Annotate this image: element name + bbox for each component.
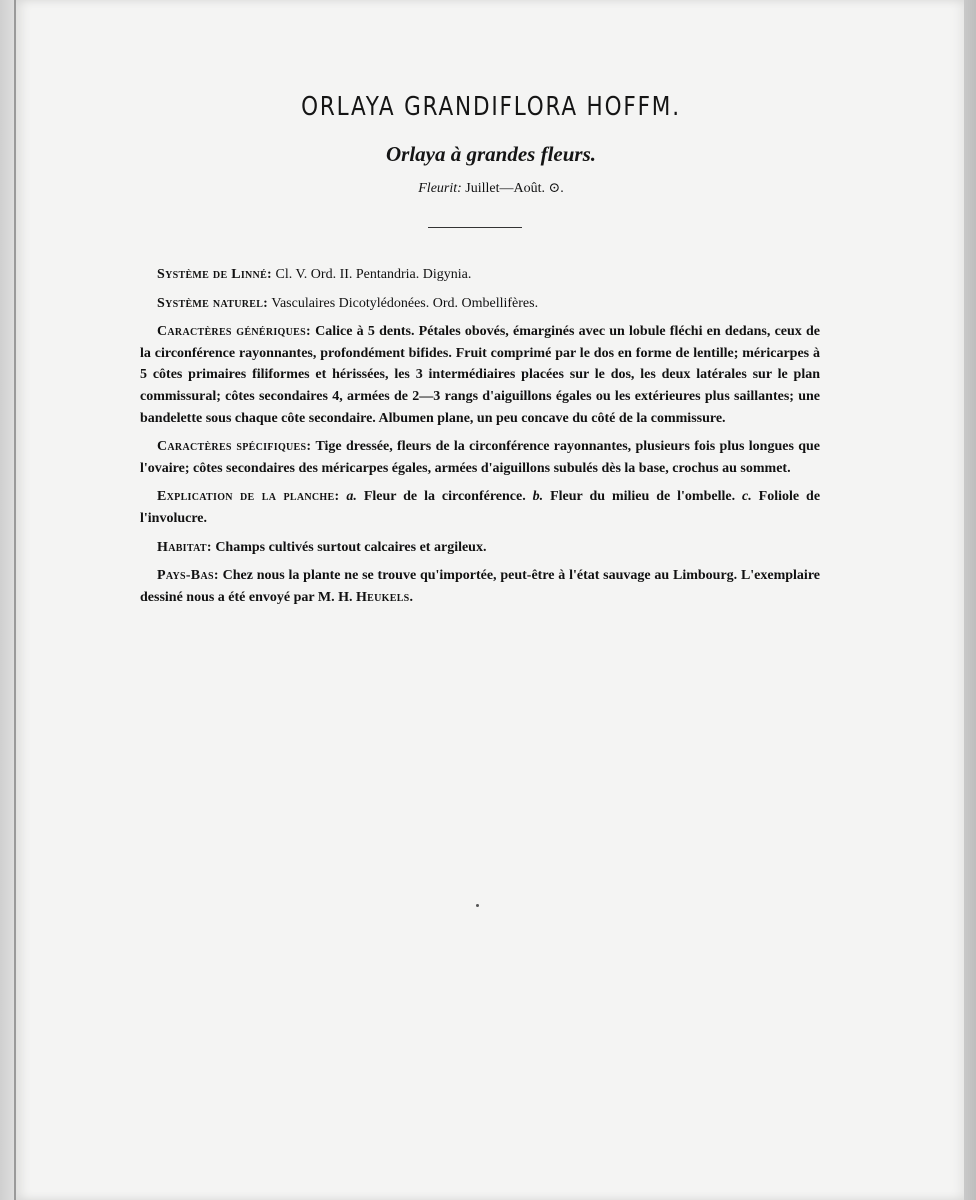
section-heading: Système naturel: — [157, 295, 269, 311]
plate-letter: a. — [346, 489, 357, 505]
section-heading: Caractères génériques: — [157, 324, 311, 340]
paper-speck — [476, 904, 479, 907]
flowering-period — [16, 180, 966, 197]
section-heading: Caractères spécifiques: — [157, 439, 312, 455]
section-habitat — [140, 537, 820, 559]
common-name-subtitle: Orlaya à grandes fleurs. — [385, 142, 596, 166]
page-edge-right — [964, 0, 976, 1200]
section-heading: Système de Linné: — [157, 267, 273, 282]
section-caracteres-specifiques — [140, 436, 820, 479]
section-text: Calice à 5 dents. Pétales obovés, émarginés avec un lobule fléchi en dedans, ceux de la circonférence rayonnantes, profondément bifides. Fruit comprimé par le dos en forme de lentille; méricarpes à 5 côtes primaires filiformes et hérissées, les 3 intermédiaires placées sur le dos, les deux latérales sur le plan commissural; côtes secondaires 4, armées de 2—3 rangs d'aiguillons égales ou les extérieures plus saillantes; une bandelette sous chaque côte secondaire. Albumen plane, un peu concave du côté de la commissure. — [140, 324, 820, 426]
flowering-label: Fleurit: — [418, 181, 462, 196]
flowering-value: Juillet—Août. ⊙. — [465, 181, 564, 196]
section-heading: Habitat: — [157, 539, 212, 555]
section-linne — [140, 264, 820, 286]
section-text: Tige dressée, fleurs de la circonférence rayonnantes, plusieurs fois plus longues que l'ovaire; côtes secondaires des méricarpes égales, armées d'aiguillons subulés dès la base, crochus au sommet. — [140, 439, 820, 476]
plate-letter: c. — [742, 489, 752, 505]
collector-name: Heukels. — [355, 589, 414, 605]
section-systeme-naturel — [140, 293, 820, 315]
description-body — [140, 264, 820, 615]
section-pays-bas — [140, 565, 820, 608]
species-title: ORLAYA GRANDIFLORA HOFFM. — [301, 92, 681, 122]
section-explication — [140, 486, 820, 529]
section-heading: Explication de la planche: — [157, 489, 340, 505]
plate-item-text: Fleur de la circonférence. — [363, 489, 526, 505]
section-heading: Pays-Bas: — [157, 568, 219, 584]
section-text: Cl. V. Ord. II. Pentandria. Digynia. — [275, 267, 472, 282]
plate-item-text: Foliole de l'involucre. — [140, 489, 821, 526]
section-text: Champs cultivés surtout calcaires et argileux. — [215, 539, 487, 555]
document-page — [14, 0, 968, 1200]
title-divider — [428, 227, 522, 228]
plate-letter: b. — [532, 489, 544, 505]
page-edge-left — [0, 0, 14, 1200]
plate-item-text: Fleur du milieu de l'ombelle. — [550, 489, 736, 505]
section-caracteres-generiques — [140, 321, 820, 429]
section-text: Chez nous la plante ne se trouve qu'importée, peut-être à l'état sauvage au Limbourg. L'exemplaire dessiné nous a été envoyé par M. H. — [140, 568, 820, 605]
section-text: Vasculaires Dicotylédonées. Ord. Ombellifères. — [271, 295, 539, 311]
